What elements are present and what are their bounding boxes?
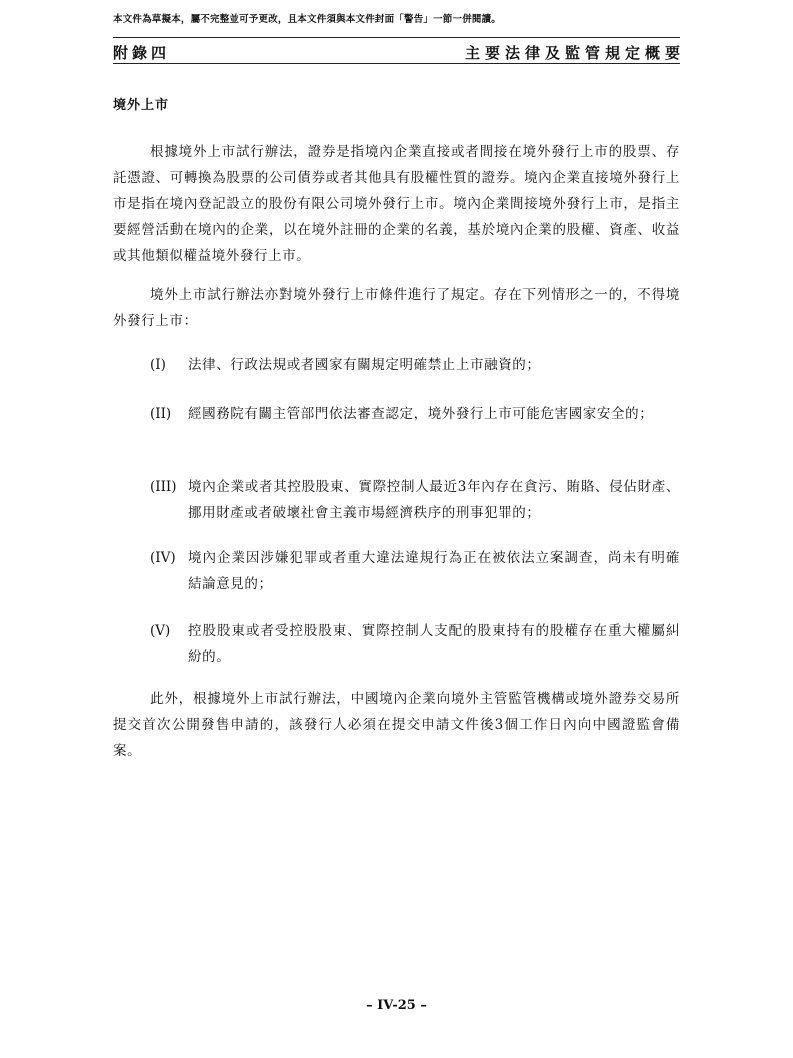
list-item <box>150 352 680 378</box>
list-item-text: 經國務院有關主管部門依法審查認定，境外發行上市可能危害國家安全的； <box>188 406 654 422</box>
paragraph-conditions-intro: 境外上市試行辦法亦對境外發行上市條件進行了規定。存在下列情形之一的，不得境外發行上市： <box>113 287 680 329</box>
list-item <box>150 401 680 427</box>
list-item-number: (II) <box>150 406 172 422</box>
list-item-text: 境內企業因涉嫌犯罪或者重大違法違規行為正在被依法立案調查，尚未有明確結論意見的； <box>188 550 680 592</box>
list-item-number: (III) <box>150 479 177 495</box>
section-heading: 境外上市 <box>113 98 170 113</box>
list-item-text: 控股股東或者受控股股東、實際控制人支配的股東持有的股權存在重大權屬糾紛的。 <box>188 623 680 665</box>
page-number: – IV-25 – <box>366 998 427 1013</box>
header-divider <box>113 63 680 64</box>
list-item <box>150 474 680 526</box>
list-item <box>150 545 680 597</box>
list-item-number: (IV) <box>150 550 176 566</box>
list-item <box>150 618 680 670</box>
list-item-text: 境內企業或者其控股股東、實際控制人最近3年內存在貪污、賄賂、侵佔財產、挪用財產或者破壞社會主義市場經濟秩序的刑事犯罪的； <box>188 479 680 521</box>
appendix-label: 附錄四 <box>113 44 171 62</box>
draft-notice: 本文件為草擬本，屬不完整並可予更改，且本文件須與本文件封面「警告」一節一併閱讀。 <box>113 14 502 25</box>
top-divider <box>113 37 680 38</box>
paragraph-definition: 根據境外上市試行辦法，證券是指境內企業直接或者間接在境外發行上市的股票、存託憑證、可轉換為股票的公司債券或者其他具有股權性質的證券。境內企業直接境外發行上市是指在境內登記設立的股份有限公司境外發行上市。境內企業間接境外發行上市，是指主要經營活動在境內的企業，以在境外註冊的企業的名義，基於境內企業的股權、資產、收益或其他類似權益境外發行上市。 <box>113 144 680 264</box>
list-item-text: 法律、行政法規或者國家有關規定明確禁止上市融資的； <box>188 357 541 373</box>
paragraph-filing-requirement: 此外，根據境外上市試行辦法，中國境內企業向境外主管監管機構或境外證券交易所提交首次公開發售申請的，該發行人必須在提交申請文件後3個工作日內向中國證監會備案。 <box>113 691 680 759</box>
list-item-number: (I) <box>150 357 166 373</box>
appendix-title: 主要法律及監管規定概要 <box>464 44 685 62</box>
list-item-number: (V) <box>150 623 171 639</box>
